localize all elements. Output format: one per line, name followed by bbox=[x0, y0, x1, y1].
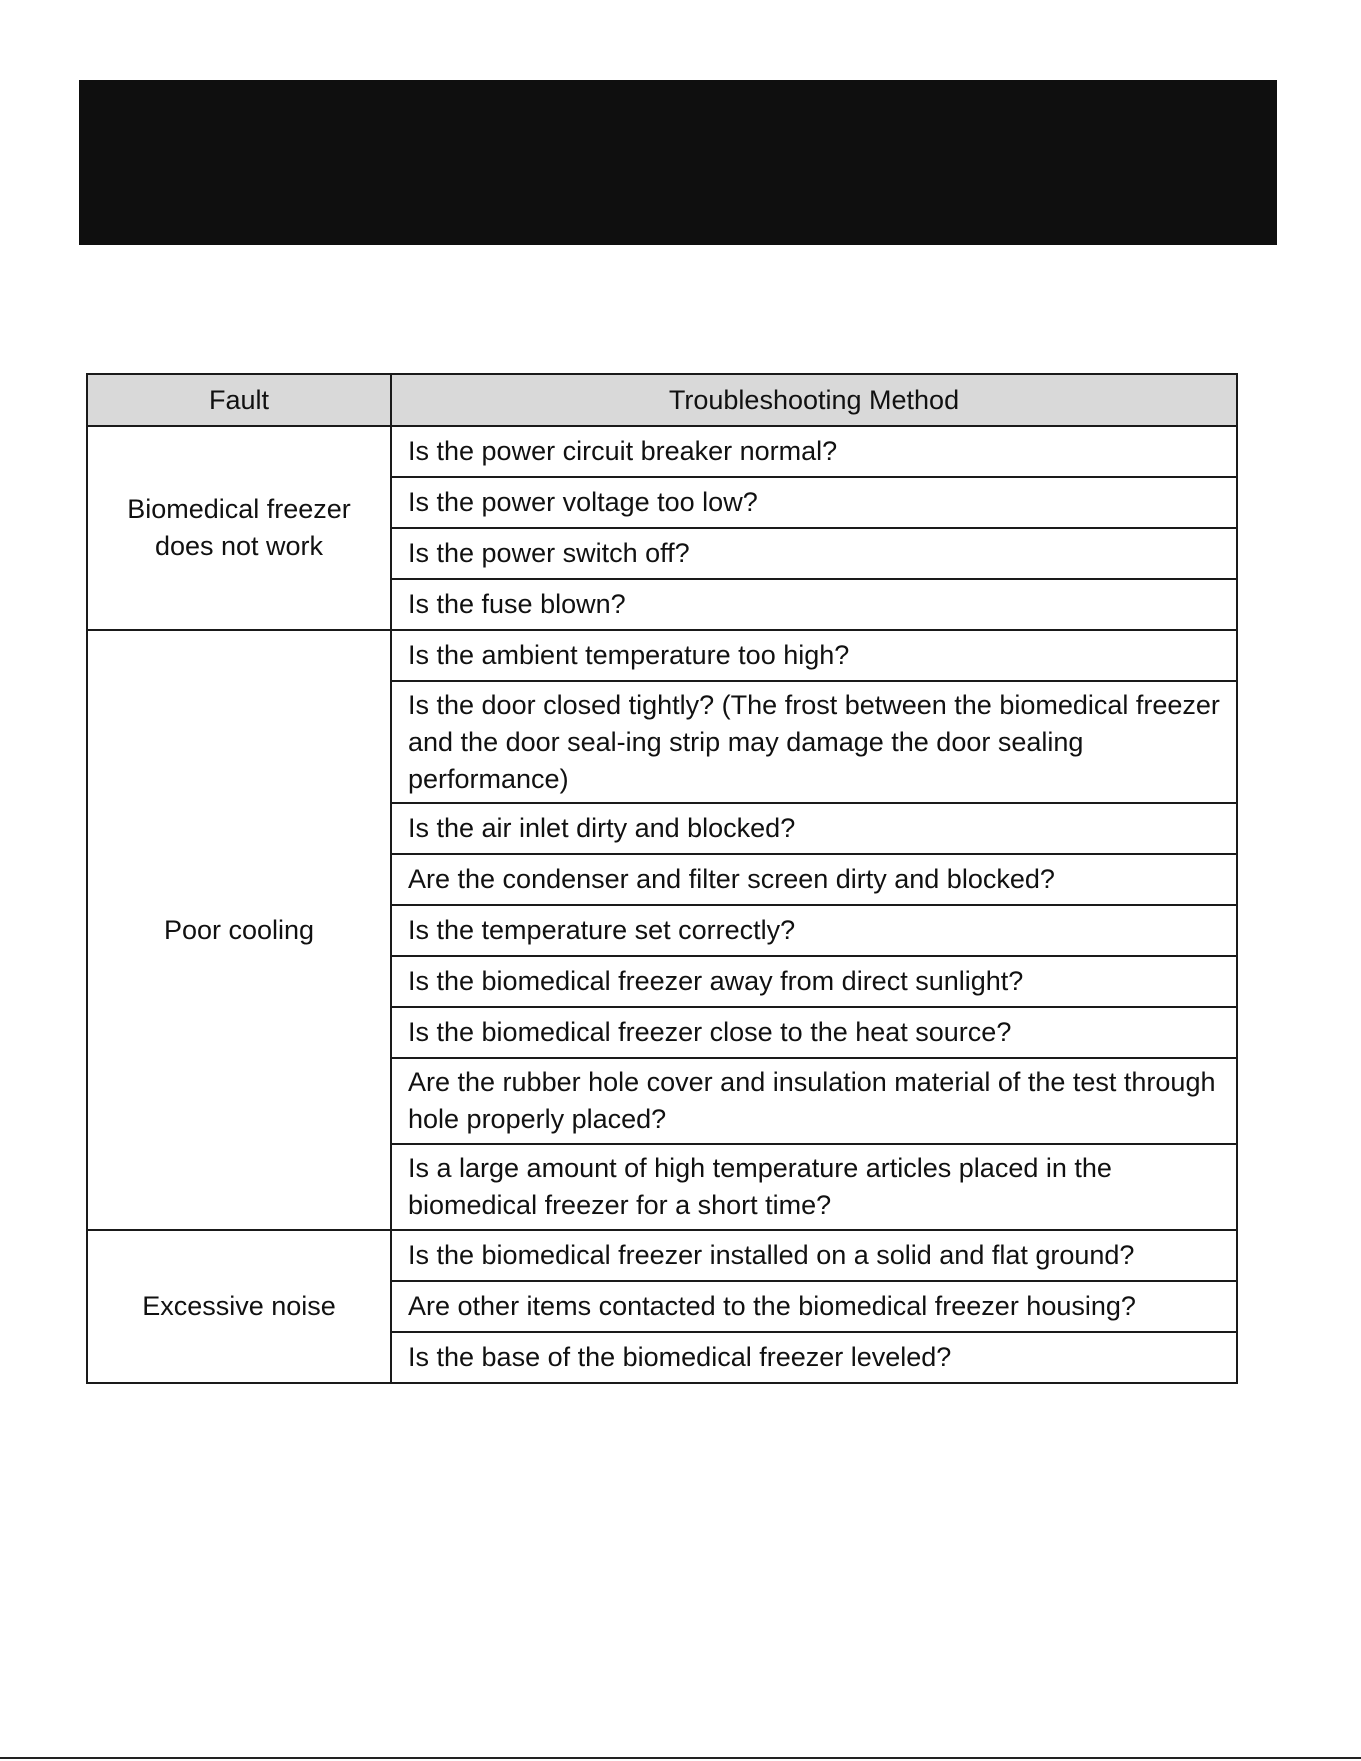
table-header-row bbox=[87, 374, 1237, 426]
header-band bbox=[79, 80, 1277, 245]
fault-label: Biomedical freezer does not work bbox=[127, 494, 351, 561]
method-cell: Are the rubber hole cover and insulation material of the test through hole properly placed? bbox=[391, 1058, 1237, 1144]
method-cell: Are the condenser and filter screen dirty and blocked? bbox=[391, 854, 1237, 905]
method-cell: Is the ambient temperature too high? bbox=[391, 630, 1237, 681]
method-cell: Is the air inlet dirty and blocked? bbox=[391, 803, 1237, 854]
fault-cell-does-not-work bbox=[87, 426, 391, 630]
fault-label: Excessive noise bbox=[142, 1291, 336, 1321]
fault-label: Poor cooling bbox=[163, 914, 315, 945]
method-cell: Is the door closed tightly? (The frost between the biomedical freezer and the door seal-ing strip may damage the door sealing performance) bbox=[391, 681, 1237, 803]
method-cell: Is the base of the biomedical freezer leveled? bbox=[391, 1332, 1237, 1383]
table-row bbox=[87, 426, 1237, 477]
table-row bbox=[87, 1230, 1237, 1281]
method-cell: Is the biomedical freezer close to the heat source? bbox=[391, 1007, 1237, 1058]
method-cell: Is the biomedical freezer away from direct sunlight? bbox=[391, 956, 1237, 1007]
method-cell: Is the biomedical freezer installed on a solid and flat ground? bbox=[391, 1230, 1237, 1281]
troubleshooting-table bbox=[86, 373, 1238, 1384]
fault-cell-excessive-noise bbox=[87, 1230, 391, 1383]
fault-cell-poor-cooling bbox=[87, 630, 391, 1230]
method-cell: Is the power switch off? bbox=[391, 528, 1237, 579]
troubleshooting-table-container bbox=[86, 373, 1238, 1384]
method-column-header: Troubleshooting Method bbox=[391, 374, 1237, 426]
method-cell: Is the power voltage too low? bbox=[391, 477, 1237, 528]
method-cell: Are other items contacted to the biomedical freezer housing? bbox=[391, 1281, 1237, 1332]
method-cell: Is the temperature set correctly? bbox=[391, 905, 1237, 956]
bottom-rule bbox=[0, 1757, 1361, 1759]
table-row bbox=[87, 630, 1237, 681]
method-cell: Is a large amount of high temperature articles placed in the biomedical freezer for a short time? bbox=[391, 1144, 1237, 1230]
method-cell: Is the power circuit breaker normal? bbox=[391, 426, 1237, 477]
fault-column-header: Fault bbox=[87, 374, 391, 426]
method-cell: Is the fuse blown? bbox=[391, 579, 1237, 630]
